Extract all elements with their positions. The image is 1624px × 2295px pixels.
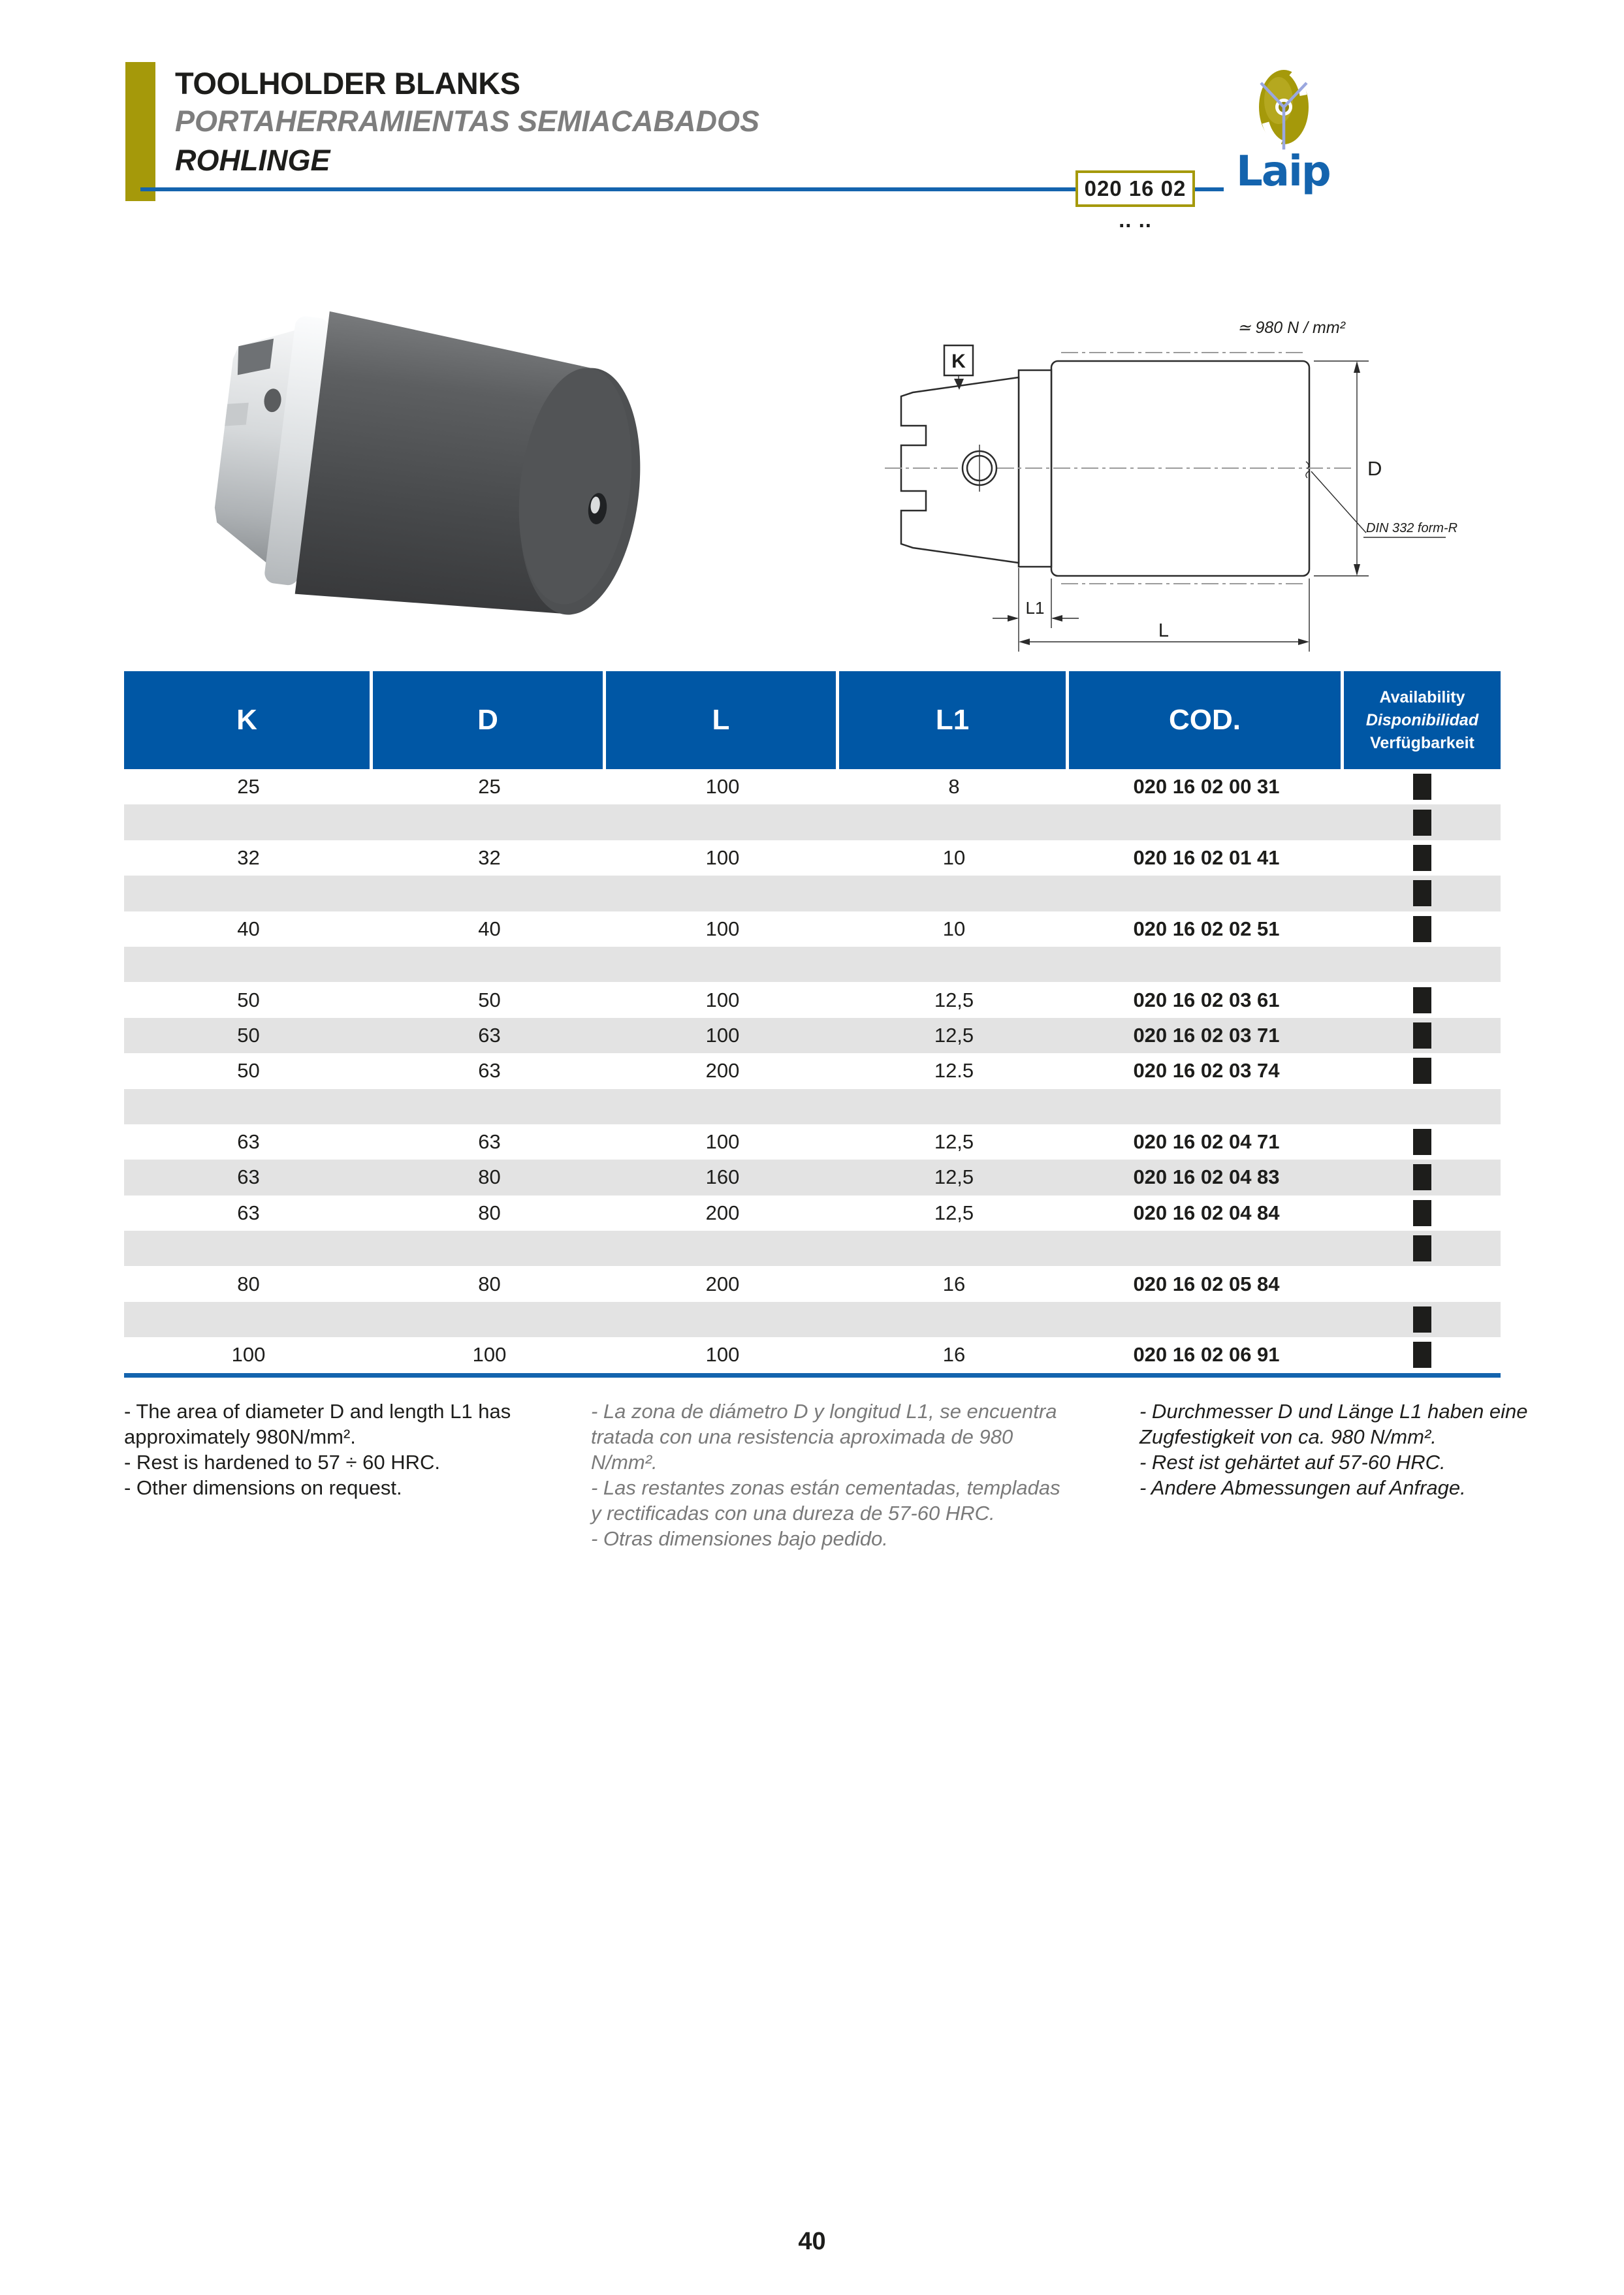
cell-cod: 020 16 02 06 91 bbox=[1133, 1343, 1280, 1367]
cell-l1 bbox=[839, 876, 1069, 911]
cell-l1: 8 bbox=[948, 775, 960, 799]
page-title: TOOLHOLDER BLANKS bbox=[175, 66, 520, 101]
col-header-cod: COD. bbox=[1069, 671, 1344, 769]
cell-d: 32 bbox=[478, 846, 501, 869]
cell-d: 63 bbox=[478, 1059, 501, 1083]
cell-l1: 12.5 bbox=[934, 1059, 974, 1083]
cell-cod bbox=[1069, 1089, 1344, 1124]
availability-header-de: Verfügbarkeit bbox=[1370, 733, 1474, 752]
cell-l bbox=[606, 804, 839, 840]
notes-english bbox=[124, 1399, 562, 1500]
cell-d: 63 bbox=[478, 1023, 501, 1047]
cell-d: 100 bbox=[472, 1343, 507, 1367]
table-row bbox=[124, 1195, 1501, 1231]
cell-availability bbox=[1344, 1089, 1501, 1124]
col-header-d: D bbox=[373, 671, 606, 769]
cell-l1: 16 bbox=[942, 1343, 966, 1367]
cell-k: 100 bbox=[231, 1343, 266, 1367]
gold-accent-bar bbox=[125, 62, 155, 201]
availability-square bbox=[1413, 880, 1431, 906]
cell-l bbox=[606, 1302, 839, 1337]
page-subtitle-german: ROHLINGE bbox=[175, 144, 330, 177]
col-header-availability bbox=[1344, 671, 1501, 769]
cell-availability bbox=[1344, 1053, 1501, 1088]
note-line: - The area of diameter D and length L1 has bbox=[124, 1400, 511, 1423]
cell-cod: 020 16 02 03 71 bbox=[1133, 1023, 1280, 1047]
cell-d: 40 bbox=[478, 917, 501, 940]
table-row bbox=[124, 1266, 1501, 1301]
table-row bbox=[124, 769, 1501, 804]
product-table bbox=[124, 671, 1501, 1378]
col-header-k: K bbox=[124, 671, 373, 769]
cell-l: 100 bbox=[705, 1130, 740, 1154]
page-number: 40 bbox=[798, 2228, 826, 2255]
laip-logo-wordmark: Laip bbox=[1236, 148, 1330, 196]
note-line: y rectificadas con una dureza de 57-60 HRC. bbox=[591, 1502, 995, 1525]
cell-l bbox=[606, 1089, 839, 1124]
cell-l bbox=[606, 876, 839, 911]
col-header-l1: L1 bbox=[839, 671, 1069, 769]
cell-availability bbox=[1344, 911, 1501, 947]
shank-outline bbox=[901, 377, 1019, 563]
table-row bbox=[124, 911, 1501, 947]
cell-cod: 020 16 02 04 71 bbox=[1133, 1130, 1280, 1154]
cell-l: 200 bbox=[705, 1201, 740, 1224]
toolholder-blank-photo bbox=[183, 291, 653, 630]
cell-l1: 12,5 bbox=[934, 1023, 974, 1047]
availability-square bbox=[1413, 1235, 1431, 1261]
table-header bbox=[124, 671, 1501, 769]
table-row bbox=[124, 982, 1501, 1017]
cell-k: 50 bbox=[237, 1059, 260, 1083]
note-line: - Las restantes zonas están cementadas, templadas bbox=[591, 1476, 1060, 1499]
page-subtitle-spanish: PORTAHERRAMIENTAS SEMIACABADOS bbox=[175, 104, 760, 138]
table-row bbox=[124, 1337, 1501, 1372]
cell-d bbox=[373, 1231, 606, 1266]
cell-cod: 020 16 02 03 74 bbox=[1133, 1059, 1280, 1083]
cell-cod: 020 16 02 04 84 bbox=[1133, 1201, 1280, 1224]
cell-l: 100 bbox=[705, 1023, 740, 1047]
cell-l: 100 bbox=[705, 846, 740, 869]
cell-l1: 10 bbox=[942, 846, 966, 869]
cell-k bbox=[124, 1089, 373, 1124]
cell-k: 80 bbox=[237, 1272, 260, 1295]
availability-square bbox=[1413, 987, 1431, 1013]
cell-k bbox=[124, 804, 373, 840]
cell-cod bbox=[1069, 876, 1344, 911]
cell-k bbox=[124, 947, 373, 982]
cell-availability bbox=[1344, 1160, 1501, 1195]
cell-l: 100 bbox=[705, 988, 740, 1011]
note-line: Zugfestigkeit von ca. 980 N/mm². bbox=[1139, 1425, 1437, 1448]
table-bottom-rule bbox=[124, 1373, 1501, 1378]
tensile-strength-label: ≃ 980 N / mm² bbox=[1237, 319, 1345, 337]
note-line: approximately 980N/mm². bbox=[124, 1425, 356, 1448]
table-row bbox=[124, 876, 1501, 911]
availability-square bbox=[1413, 810, 1431, 836]
cell-d: 80 bbox=[478, 1165, 501, 1189]
notes-spanish bbox=[591, 1399, 1074, 1551]
cell-d bbox=[373, 804, 606, 840]
cell-cod: 020 16 02 04 83 bbox=[1133, 1165, 1280, 1189]
cell-d bbox=[373, 1302, 606, 1337]
note-line: - Rest ist gehärtet auf 57-60 HRC. bbox=[1139, 1451, 1446, 1474]
cell-availability bbox=[1344, 1337, 1501, 1372]
cell-k: 63 bbox=[237, 1130, 260, 1154]
product-code-box: 020 16 02 .. .. bbox=[1075, 170, 1195, 207]
cell-d: 80 bbox=[478, 1272, 501, 1295]
table-row bbox=[124, 1018, 1501, 1053]
availability-square bbox=[1413, 1200, 1431, 1226]
table-row bbox=[124, 1124, 1501, 1160]
cell-availability bbox=[1344, 769, 1501, 804]
cell-l1 bbox=[839, 804, 1069, 840]
cell-k: 50 bbox=[237, 1023, 260, 1047]
note-line: - Andere Abmessungen auf Anfrage. bbox=[1139, 1476, 1466, 1499]
cell-k: 50 bbox=[237, 988, 260, 1011]
cell-l1 bbox=[839, 1089, 1069, 1124]
availability-square bbox=[1413, 1306, 1431, 1333]
table-row bbox=[124, 947, 1501, 982]
col-header-l: L bbox=[606, 671, 839, 769]
cell-cod bbox=[1069, 1231, 1344, 1266]
cell-availability bbox=[1344, 1018, 1501, 1053]
cell-l: 200 bbox=[705, 1272, 740, 1295]
cell-l bbox=[606, 1231, 839, 1266]
din-label: DIN 332 form-R bbox=[1366, 521, 1458, 535]
table-row bbox=[124, 1089, 1501, 1124]
note-line: - Other dimensions on request. bbox=[124, 1476, 402, 1499]
availability-square bbox=[1413, 845, 1431, 871]
cell-l1 bbox=[839, 1302, 1069, 1337]
cell-cod bbox=[1069, 804, 1344, 840]
cell-d: 80 bbox=[478, 1201, 501, 1224]
cell-d: 25 bbox=[478, 775, 501, 799]
cell-availability bbox=[1344, 804, 1501, 840]
cell-k bbox=[124, 876, 373, 911]
cell-availability bbox=[1344, 1302, 1501, 1337]
availability-square bbox=[1413, 1058, 1431, 1084]
cell-cod: 020 16 02 02 51 bbox=[1133, 917, 1280, 940]
laip-logo-icon bbox=[1258, 68, 1310, 150]
cell-l1 bbox=[839, 1231, 1069, 1266]
l-dimension-label: L bbox=[1158, 620, 1170, 641]
cell-l: 160 bbox=[705, 1165, 740, 1189]
cell-cod: 020 16 02 05 84 bbox=[1133, 1272, 1280, 1295]
table-row bbox=[124, 840, 1501, 876]
cell-l bbox=[606, 947, 839, 982]
cell-availability bbox=[1344, 1266, 1501, 1301]
cell-l1 bbox=[839, 947, 1069, 982]
availability-square bbox=[1413, 1164, 1431, 1190]
notes-german bbox=[1139, 1399, 1610, 1500]
header-rule-left bbox=[140, 187, 1075, 191]
cell-l1: 12,5 bbox=[934, 1130, 974, 1154]
cell-l: 100 bbox=[705, 775, 740, 799]
availability-square bbox=[1413, 774, 1431, 800]
header-rule-right bbox=[1195, 187, 1224, 191]
availability-header-es: Disponibilidad bbox=[1365, 710, 1479, 729]
table-row bbox=[124, 1160, 1501, 1195]
cell-l1: 12,5 bbox=[934, 1201, 974, 1224]
cell-d: 50 bbox=[478, 988, 501, 1011]
table-row bbox=[124, 1302, 1501, 1337]
availability-header-en: Availability bbox=[1379, 688, 1465, 706]
availability-square bbox=[1413, 1129, 1431, 1155]
cell-k: 40 bbox=[237, 917, 260, 940]
cell-cod bbox=[1069, 947, 1344, 982]
availability-square bbox=[1413, 916, 1431, 942]
cell-l: 100 bbox=[705, 917, 740, 940]
cell-availability bbox=[1344, 1124, 1501, 1160]
l1-dimension-label: L1 bbox=[1025, 598, 1045, 618]
cell-k: 63 bbox=[237, 1165, 260, 1189]
cell-d: 63 bbox=[478, 1130, 501, 1154]
table-body bbox=[124, 769, 1501, 1373]
note-line: - Durchmesser D und Länge L1 haben eine bbox=[1139, 1400, 1528, 1423]
cell-availability bbox=[1344, 876, 1501, 911]
k-label: K bbox=[951, 351, 966, 372]
cell-availability bbox=[1344, 982, 1501, 1017]
d-dimension-label: D bbox=[1367, 457, 1382, 480]
note-line: - Rest is hardened to 57 ÷ 60 HRC. bbox=[124, 1451, 440, 1474]
cell-k bbox=[124, 1302, 373, 1337]
cell-k bbox=[124, 1231, 373, 1266]
cell-cod: 020 16 02 00 31 bbox=[1133, 775, 1280, 799]
note-line: - La zona de diámetro D y longitud L1, se encuentra bbox=[591, 1400, 1057, 1423]
note-line: tratada con una resistencia aproximada de 980 N/mm². bbox=[591, 1425, 1013, 1474]
cell-l: 200 bbox=[705, 1059, 740, 1083]
table-row bbox=[124, 1231, 1501, 1266]
cell-d bbox=[373, 947, 606, 982]
technical-drawing bbox=[875, 281, 1515, 659]
cell-availability bbox=[1344, 947, 1501, 982]
cell-availability bbox=[1344, 840, 1501, 876]
cell-l: 100 bbox=[705, 1343, 740, 1367]
availability-square bbox=[1413, 1022, 1431, 1049]
cell-availability bbox=[1344, 1195, 1501, 1231]
cell-k: 63 bbox=[237, 1201, 260, 1224]
table-row bbox=[124, 1053, 1501, 1088]
cell-l1: 12,5 bbox=[934, 988, 974, 1011]
cell-cod: 020 16 02 01 41 bbox=[1133, 846, 1280, 869]
cell-d bbox=[373, 876, 606, 911]
cell-l1: 16 bbox=[942, 1272, 966, 1295]
cell-l1: 12,5 bbox=[934, 1165, 974, 1189]
note-line: - Otras dimensiones bajo pedido. bbox=[591, 1527, 888, 1550]
availability-square bbox=[1413, 1342, 1431, 1368]
cell-cod bbox=[1069, 1302, 1344, 1337]
cell-k: 25 bbox=[237, 775, 260, 799]
cell-availability bbox=[1344, 1231, 1501, 1266]
cell-l1: 10 bbox=[942, 917, 966, 940]
cell-k: 32 bbox=[237, 846, 260, 869]
table-row bbox=[124, 804, 1501, 840]
cell-d bbox=[373, 1089, 606, 1124]
cell-cod: 020 16 02 03 61 bbox=[1133, 988, 1280, 1011]
